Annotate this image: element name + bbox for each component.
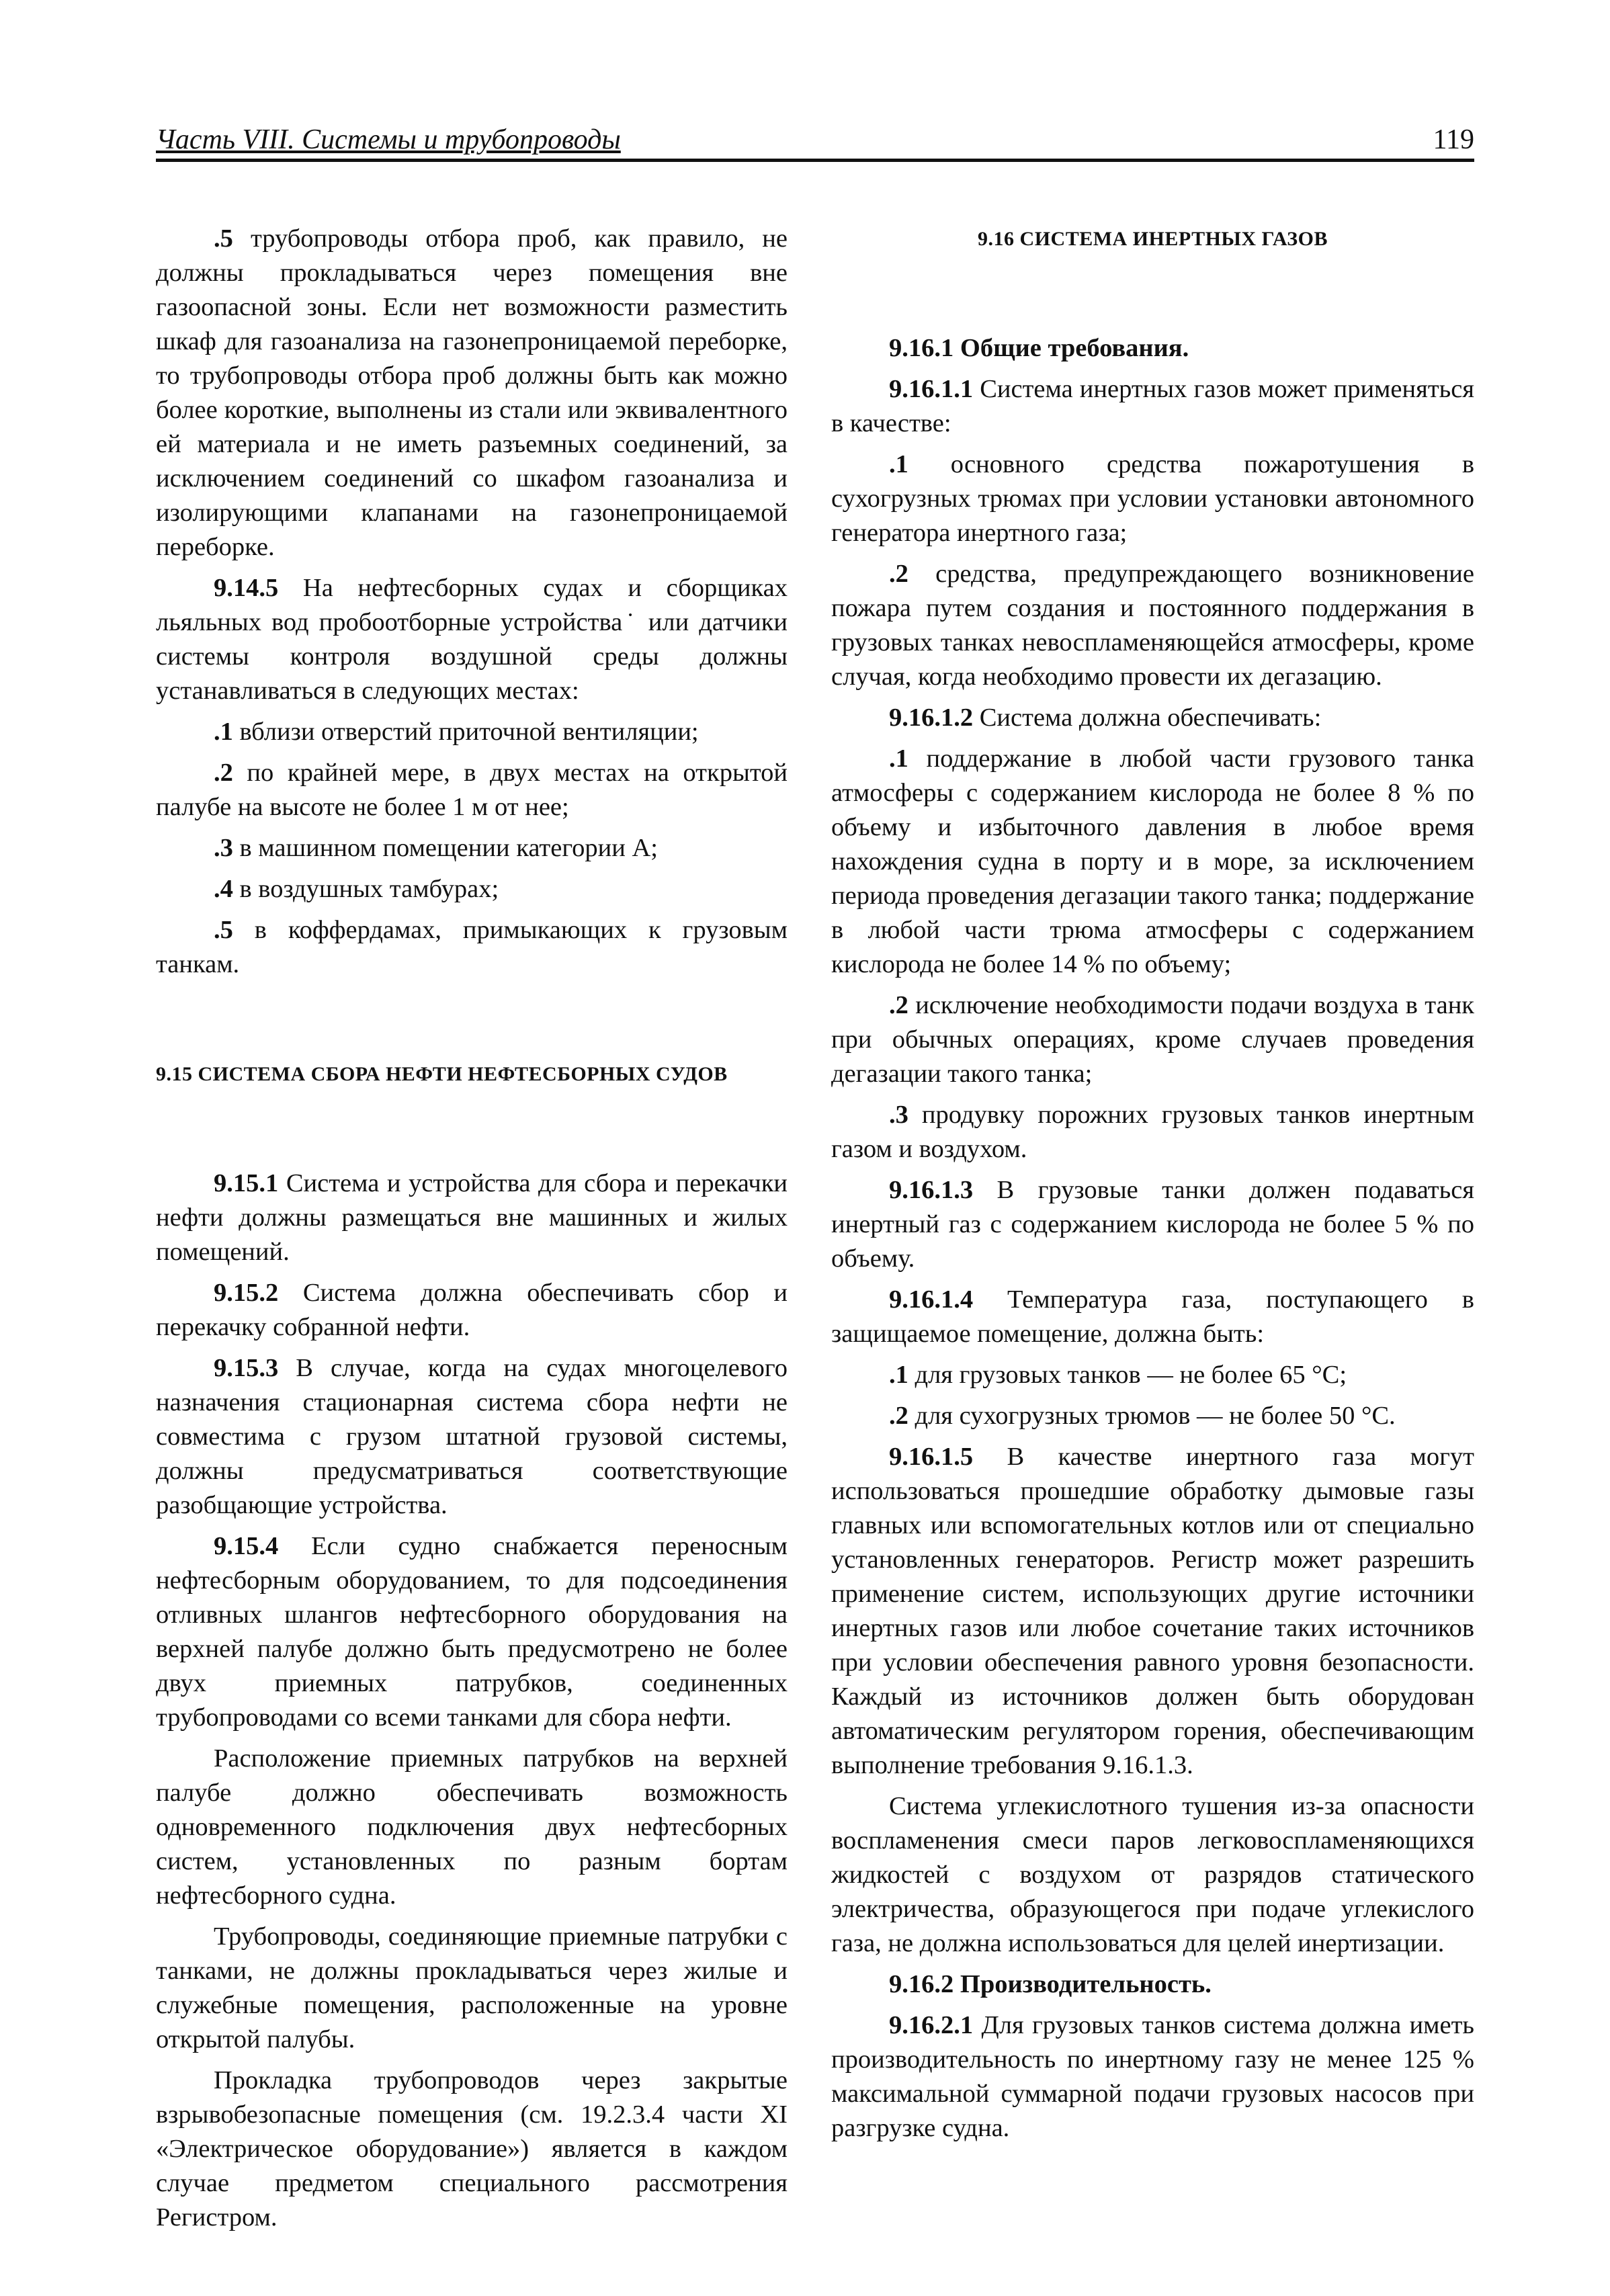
section-title-9-15: 9.15 СИСТЕМА СБОРА НЕФТИ НЕФТЕСБОРНЫХ СУДОВ: [156, 1063, 728, 1085]
list-item: .3 в машинном помещении категории А;: [214, 834, 658, 862]
paragraph-9-15-4: 9.15.4 Если судно снабжается переносным нефтесборным оборудованием, то для подсоединения отливных шлангов нефтесборного оборудования на верхней палубе должно быть предусмотрено не более двух приемных патрубков, соединенных трубопроводами со всеми танками для сбора нефти.: [156, 1532, 788, 1732]
list-item: .1 основного средства пожаротушения в сухогрузных трюмах при условии установки автономного генератора инертного газа;: [831, 450, 1474, 547]
list-item: .1 поддержание в любой части грузового танка атмосферы с содержанием кислорода не более 8 % по объему и избыточного давления в любое время нахождения судна в порту и в море, за исключением периода проведения дегазации такого танка; поддержание в любой части трюма атмосферы с содержанием кислорода не более 14 % по объему;: [831, 745, 1474, 978]
list-item: .2 средства, предупреждающего возникновение пожара путем создания и постоянного поддержания в грузовых танках невоспламеняющейся атмосферы, кроме случая, когда необходимо провести их дегазацию.: [831, 560, 1474, 691]
paragraph-9-16-1-1: 9.16.1.1 Система инертных газов может применяться в качестве:: [831, 375, 1474, 437]
section-title-9-16: 9.16 СИСТЕМА ИНЕРТНЫХ ГАЗОВ: [978, 228, 1328, 250]
paragraph-9-15-2: 9.15.2 Система должна обеспечивать сбор и перекачку собранной нефти.: [156, 1279, 788, 1341]
subsection-heading-9-16-2: 9.16.2 Производительность.: [889, 1970, 1212, 1998]
list-item: .4 в воздушных тамбурах;: [214, 875, 499, 903]
list-item: .1 для грузовых танков — не более 65 °С;: [889, 1361, 1347, 1389]
paragraph-9-16-1-4: 9.16.1.4 Температура газа, поступающего в защищаемое помещение, должна быть:: [831, 1285, 1474, 1348]
list-item: .2 для сухогрузных трюмов — не более 50 °С.: [889, 1402, 1396, 1430]
page-number: 119: [1433, 124, 1474, 155]
list-item: .1 вблизи отверстий приточной вентиляции;: [214, 718, 699, 746]
list-item: .5 в коффердамах, примыкающих к грузовым танкам.: [156, 916, 788, 978]
paragraph: Трубопроводы, соединяющие приемные патрубки с танками, не должны прокладываться через жилые и служебные помещения, расположенные на уровне открытой палубы.: [156, 1922, 788, 2053]
header-title: Часть VIII. Системы и трубопроводы: [156, 124, 621, 155]
running-header: [156, 120, 1474, 162]
paragraph-9-16-1-3: 9.16.1.3 В грузовые танки должен подаваться инертный газ с содержанием кислорода не более 5 % по объему.: [831, 1176, 1474, 1273]
subsection-heading-9-16-1: 9.16.1 Общие требования.: [889, 334, 1189, 362]
paragraph: .5 трубопроводы отбора проб, как правило, не должны прокладываться через помещения вне газоопасной зоны. Если нет возможности разместить шкаф для газоанализа на газонепроницаемой переборке, то трубопроводы отбора проб должны быть как можно более короткие, выполнены из стали или эквивалентного ей материала и не иметь разъемных соединений, за исключением соединений со шкафом газоанализа и изолирующими клапанами на газонепроницаемой переборке.: [156, 224, 788, 561]
paragraph: Система углекислотного тушения из-за опасности воспламенения смеси паров легковоспламеняющихся жидкостей с воздухом от разрядов статического электричества, образующегося при подаче углекислого газа, не должна использоваться для целей инертизации.: [831, 1792, 1474, 1957]
paragraph-9-16-1-5: 9.16.1.5 В качестве инертного газа могут использоваться прошедшие обработку дымовые газы главных или вспомогательных котлов или от специально установленных генераторов. Регистр может разрешить применение систем, использующих другие источники инертных газов или любое сочетание таких источников при условии обеспечения равного уровня безопасности. Каждый из источников должен быть оборудован автоматическим регулятором горения, обеспечивающим выполнение требования 9.16.1.3.: [831, 1443, 1474, 1779]
list-item: .2 исключение необходимости подачи воздуха в танк при обычных операциях, кроме случаев проведения дегазации такого танка;: [831, 991, 1474, 1088]
paragraph-9-15-3: 9.15.3 В случае, когда на судах многоцелевого назначения стационарная система сбора нефти не совместима с грузом штатной грузовой системы, должны предусматриваться соответствующие разобщающие устройства.: [156, 1354, 788, 1519]
list-item: .2 по крайней мере, в двух местах на открытой палубе на высоте не более 1 м от нее;: [156, 759, 788, 821]
paragraph: Расположение приемных патрубков на верхней палубе должно обеспечивать возможность одновременного подключения двух нефтесборных систем, установленных по разным бортам нефтесборного судна.: [156, 1744, 788, 1910]
paragraph-9-16-2-1: 9.16.2.1 Для грузовых танков система должна иметь производительность по инертному газу не менее 125 % максимальной суммарной подачи грузовых насосов при разгрузке судна.: [831, 2011, 1474, 2142]
paragraph: Прокладка трубопроводов через закрытые взрывобезопасные помещения (см. 19.2.3.4 части XI «Электрическое оборудование») является в каждом случае предметом специального рассмотрения Регистром.: [156, 2066, 788, 2231]
left-column: [156, 222, 788, 2242]
right-column: [831, 222, 1474, 2152]
list-item: .3 продувку порожних грузовых танков инертным газом и воздухом.: [831, 1101, 1474, 1163]
paragraph-9-15-1: 9.15.1 Система и устройства для сбора и перекачки нефти должны размещаться вне машинных и жилых помещений.: [156, 1169, 788, 1266]
paragraph-9-14-5: 9.14.5 На нефтесборных судах и сборщиках льяльных вод пробоотборные устройства˙ или датчики системы контроля воздушной среды должны устанавливаться в следующих местах:: [156, 574, 788, 705]
paragraph-9-16-1-2: 9.16.1.2 Система должна обеспечивать:: [889, 704, 1322, 732]
